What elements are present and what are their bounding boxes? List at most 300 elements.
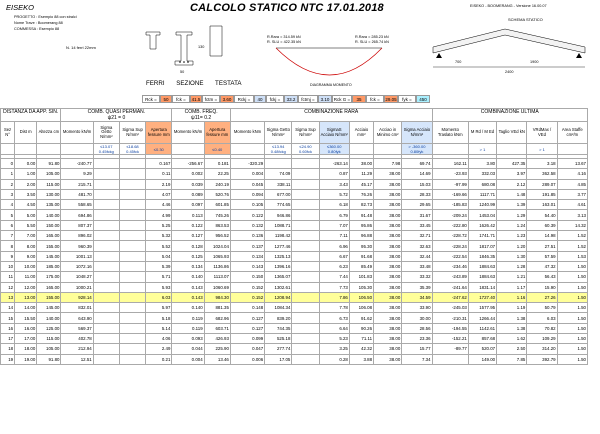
table-cell: 1088.71: [265, 220, 292, 230]
table-cell: 34.59: [402, 292, 432, 302]
table-cell: 2.49: [146, 344, 172, 354]
table-cell: 12.51: [61, 354, 93, 364]
table-cell: 1084.34: [265, 303, 292, 313]
table-cell: 96.88: [349, 231, 373, 241]
table-cell: 91.62: [349, 313, 373, 323]
table-cell: 101.83: [349, 272, 373, 282]
table-cell: 6.96: [319, 241, 349, 251]
table-cell: 155.00: [37, 292, 61, 302]
limit-cell: ≤360.00 0.80fyk: [319, 144, 349, 155]
table-cell: 15.50: [15, 313, 37, 323]
table-cell: 91.80: [37, 159, 61, 169]
table-cell: [119, 220, 145, 230]
table-cell: [93, 282, 119, 292]
table-cell: 5.00: [15, 210, 37, 220]
table-cell: 1.16: [497, 292, 527, 302]
table-cell: 9: [1, 251, 15, 261]
table-cell: 1240.99: [468, 200, 496, 210]
table-cell: 19.00: [15, 354, 37, 364]
table-cell: 896.02: [61, 231, 93, 241]
column-header: Apertura fessure mm: [204, 122, 230, 144]
section-ferri-shape: [146, 32, 160, 49]
table-cell: 13: [1, 292, 15, 302]
table-cell: 332.03: [468, 169, 496, 179]
table-cell: 38.00: [374, 272, 402, 282]
table-cell: 38.00: [374, 231, 402, 241]
table-cell: 0.105: [230, 200, 264, 210]
table-cell: 32.63: [402, 241, 432, 251]
table-cell: [119, 272, 145, 282]
limit-cell: ≤0.40: [204, 144, 230, 155]
table-cell: [119, 282, 145, 292]
table-cell: 7.44: [319, 272, 349, 282]
table-cell: 0.125: [172, 251, 204, 261]
table-row: [1, 272, 588, 282]
column-header: VRdMax / VEd: [527, 122, 557, 144]
table-cell: 9.00: [15, 251, 37, 261]
static-scheme: [425, 23, 595, 83]
table-cell: 105.30: [349, 282, 373, 292]
table-cell: 105.00: [37, 169, 61, 179]
table-cell: 7.86: [319, 292, 349, 302]
table-cell: 3.77: [557, 189, 587, 199]
table-cell: -210.31: [432, 313, 468, 323]
table-cell: [292, 334, 319, 344]
table-cell: 38.00: [374, 179, 402, 189]
param-label: fctm =: [202, 95, 220, 103]
table-cell: 0.006: [230, 354, 264, 364]
table-cell: 1277.46: [265, 241, 292, 251]
table-cell: 1626.42: [468, 220, 496, 230]
table-cell: 57.59: [527, 251, 557, 261]
limit-cell: [37, 144, 61, 155]
group-rara: COMBINAZIONE RARA: [230, 109, 432, 122]
table-cell: [432, 354, 468, 364]
table-row: [1, 241, 588, 251]
table-cell: -256.67: [172, 159, 204, 169]
param-value: 3.10: [318, 95, 332, 103]
table-cell: 1.21: [497, 272, 527, 282]
table-cell: [292, 241, 319, 251]
table-cell: 11.00: [15, 272, 37, 282]
table-cell: 694.86: [61, 210, 93, 220]
limit-cell: [61, 144, 93, 155]
table-cell: 4.16: [557, 169, 587, 179]
table-cell: [93, 241, 119, 251]
table-cell: [119, 200, 145, 210]
table-cell: 45.17: [349, 179, 373, 189]
table-cell: -222.54: [432, 251, 468, 261]
table-cell: 105.00: [37, 344, 61, 354]
table-cell: [93, 261, 119, 271]
table-cell: 0.11: [146, 169, 172, 179]
table-cell: 106.50: [349, 292, 373, 302]
table-cell: 1325.13: [265, 251, 292, 261]
table-cell: 1060.69: [204, 282, 230, 292]
table-cell: 0.150: [230, 272, 264, 282]
table-cell: 17.00: [15, 334, 37, 344]
table-cell: 7: [1, 231, 15, 241]
limits-row: [1, 144, 588, 155]
section-drawings: [140, 14, 230, 78]
table-cell: 928.14: [61, 292, 93, 302]
table-cell: 0.099: [230, 334, 264, 344]
table-cell: 4.85: [557, 179, 587, 189]
table-cell: [292, 159, 319, 169]
table-cell: 28.56: [402, 323, 432, 333]
table-cell: 1.39: [497, 200, 527, 210]
param-label: fyk =: [398, 95, 416, 103]
table-cell: 0.119: [172, 323, 204, 333]
table-cell: 0.167: [146, 159, 172, 169]
table-cell: 3.88: [349, 354, 373, 364]
table-cell: [265, 159, 292, 169]
table-cell: 14.69: [402, 169, 432, 179]
table-cell: 3.25: [319, 344, 349, 354]
table-row: [1, 313, 588, 323]
table-cell: 85.49: [349, 261, 373, 271]
table-cell: -185.83: [432, 200, 468, 210]
table-cell: 19: [1, 354, 15, 364]
table-cell: [93, 251, 119, 261]
table-cell: [119, 334, 145, 344]
table-cell: 1.29: [497, 210, 527, 220]
table-cell: 29.65: [402, 200, 432, 210]
limit-cell: > 1: [468, 144, 496, 155]
table-cell: 7.85: [497, 354, 527, 364]
param-value: 50: [160, 95, 172, 103]
limit-cell: [349, 144, 373, 155]
reaction-right: [355, 35, 389, 45]
table-cell: 6.03: [146, 292, 172, 302]
table-cell: 4: [1, 200, 15, 210]
table-cell: 3.50: [15, 189, 37, 199]
table-cell: 0.127: [172, 231, 204, 241]
column-headers: [1, 122, 588, 144]
table-cell: 0.127: [230, 313, 264, 323]
table-cell: 0.122: [172, 220, 204, 230]
table-cell: 33.32: [402, 272, 432, 282]
table-cell: 0.87: [319, 169, 349, 179]
table-cell: 10.00: [15, 261, 37, 271]
table-cell: 1.50: [557, 313, 587, 323]
table-cell: 76.26: [349, 189, 373, 199]
table-cell: [292, 179, 319, 189]
param-value: 29.05: [385, 97, 397, 102]
page-title: CALCOLO STATICO NTC 17.01.2018: [190, 2, 384, 14]
table-cell: 17: [1, 334, 15, 344]
table-cell: [119, 261, 145, 271]
table-cell: 15: [1, 313, 15, 323]
table-row: [1, 169, 588, 179]
table-cell: 2.19: [146, 179, 172, 189]
table-cell: -234.46: [432, 261, 468, 271]
table-cell: 15.90: [527, 282, 557, 292]
table-cell: -240.77: [61, 159, 93, 169]
moment-curve: [276, 48, 382, 75]
table-cell: 839.20: [265, 313, 292, 323]
table-cell: -228.72: [432, 231, 468, 241]
table-cell: 1817.07: [468, 241, 496, 251]
table-cell: 1396.16: [265, 261, 292, 271]
table-cell: 680.08: [468, 179, 496, 189]
table-cell: 3.43: [319, 179, 349, 189]
table-cell: 130.00: [37, 189, 61, 199]
table-cell: 0.119: [172, 313, 204, 323]
table-cell: 1.52: [557, 241, 587, 251]
table-cell: 863.53: [204, 220, 230, 230]
table-cell: [292, 272, 319, 282]
table-cell: 857.68: [468, 334, 496, 344]
column-header: Momento kN/m: [61, 122, 93, 144]
table-cell: [93, 200, 119, 210]
limit-cell: ≤24.90 0.60fck: [292, 144, 319, 155]
table-cell: 520.76: [204, 189, 230, 199]
table-cell: [93, 231, 119, 241]
table-cell: [93, 313, 119, 323]
table-cell: 1266.44: [468, 313, 496, 323]
table-cell: 402.78: [61, 334, 93, 344]
table-cell: 95.86: [349, 220, 373, 230]
table-cell: 7.11: [319, 231, 349, 241]
table-cell: 4.61: [557, 200, 587, 210]
table-cell: 1.50: [557, 292, 587, 302]
table-cell: [93, 323, 119, 333]
schema-label: SCHEMA STATICO: [508, 17, 543, 22]
table-cell: 6.03: [527, 313, 557, 323]
param-label: fckj =: [266, 95, 284, 103]
table-cell: 38.00: [374, 303, 402, 313]
table-cell: [292, 282, 319, 292]
project-line: PROGETTO : Esempio 88 con stralci: [14, 15, 77, 19]
order-line: COMMESSA : Esempio 88: [14, 27, 60, 32]
beam-name-line: Nome Trave : Boomerang 88: [14, 21, 63, 26]
table-cell: 38.00: [374, 282, 402, 292]
limit-cell: > 1: [527, 144, 557, 155]
dim-130: 130: [198, 45, 205, 49]
table-cell: 5.50: [15, 220, 37, 230]
table-cell: 0.004: [172, 354, 204, 364]
table-cell: 38.00: [374, 261, 402, 271]
table-row: [1, 179, 588, 189]
table-cell: 175.00: [37, 272, 61, 282]
table-cell: 5.52: [146, 241, 172, 251]
column-header: Acciaio mm²: [349, 122, 373, 144]
table-cell: 23.36: [402, 334, 432, 344]
table-cell: 1.50: [557, 272, 587, 282]
table-cell: 69.74: [402, 159, 432, 169]
table-cell: 38.00: [374, 241, 402, 251]
table-cell: -247.62: [432, 292, 468, 302]
group-ult: COMBINAZIONE ULTIMA: [432, 109, 587, 122]
table-cell: 1884.63: [468, 272, 496, 282]
table-cell: 14: [1, 303, 15, 313]
table-cell: 1.30: [497, 251, 527, 261]
scheme-700: 700: [455, 60, 462, 64]
table-cell: 0.002: [172, 169, 204, 179]
column-header: M Rd / M Ed: [468, 122, 496, 144]
table-cell: 0.181: [204, 159, 230, 169]
table-cell: [119, 344, 145, 354]
table-cell: 277.74: [265, 344, 292, 354]
table-cell: 0.039: [172, 179, 204, 189]
table-cell: 27.26: [527, 292, 557, 302]
table-cell: 5.18: [146, 313, 172, 323]
table-cell: 32.44: [402, 251, 432, 261]
table-cell: -263.14: [319, 159, 349, 169]
table-cell: 54.40: [527, 210, 557, 220]
table-cell: 1001.13: [61, 251, 93, 261]
table-cell: 1.50: [557, 303, 587, 313]
table-cell: 1.20: [497, 241, 527, 251]
table-cell: 1.62: [497, 334, 527, 344]
table-cell: 50.79: [527, 303, 557, 313]
table-cell: 0.127: [230, 323, 264, 333]
brand-label: EISEKO: [6, 3, 34, 12]
limit-cell: [1, 144, 15, 155]
table-cell: 38.00: [374, 200, 402, 210]
table-cell: 0.143: [172, 282, 204, 292]
table-row: [1, 220, 588, 230]
table-cell: 0.134: [172, 261, 204, 271]
column-header: Sigma Getto N/mm²: [265, 122, 292, 144]
table-cell: [292, 292, 319, 302]
table-row: [1, 210, 588, 220]
table-cell: 525.18: [265, 334, 292, 344]
table-cell: [93, 159, 119, 169]
table-cell: 1000.21: [61, 282, 93, 292]
table-cell: 6.18: [319, 200, 349, 210]
table-cell: -23.93: [432, 169, 468, 179]
table-cell: [119, 231, 145, 241]
table-cell: 7.78: [319, 303, 349, 313]
table-cell: 0.122: [230, 210, 264, 220]
table-cell: 10: [1, 261, 15, 271]
table-cell: 7.34: [402, 354, 432, 364]
param-value: 33.2: [284, 95, 298, 103]
table-cell: 1846.35: [468, 251, 496, 261]
table-cell: 744.35: [265, 323, 292, 333]
table-cell: 1136.86: [204, 261, 230, 271]
table-cell: 946.86: [265, 210, 292, 220]
table-cell: 2.12: [497, 179, 527, 189]
table-cell: 38.00: [374, 169, 402, 179]
table-cell: 12: [1, 282, 15, 292]
table-cell: 28.33: [402, 189, 432, 199]
table-cell: 4.50: [15, 200, 37, 210]
table-cell: [292, 344, 319, 354]
table-cell: 14.98: [527, 231, 557, 241]
table-cell: -228.24: [432, 241, 468, 251]
table-cell: 1117.71: [468, 189, 496, 199]
table-cell: 240.19: [204, 179, 230, 189]
bars-count: N. 14 ferri 22mm: [66, 45, 96, 50]
table-cell: 6.64: [319, 323, 349, 333]
table-cell: 5.72: [319, 189, 349, 199]
table-cell: 0.089: [172, 189, 204, 199]
section-main-shape: [175, 32, 193, 65]
table-cell: 0.128: [172, 241, 204, 251]
table-cell: [119, 189, 145, 199]
table-cell: [292, 261, 319, 271]
limit-cell: [172, 144, 204, 155]
column-header: Sigma Getto N/mm²: [93, 122, 119, 144]
table-cell: -169.66: [432, 189, 468, 199]
table-cell: -152.21: [432, 334, 468, 344]
column-header: Sigma Acciaio N/mm²: [402, 122, 432, 144]
table-cell: 74.09: [265, 169, 292, 179]
table-cell: 0.148: [230, 303, 264, 313]
table-cell: 1.50: [557, 323, 587, 333]
table-cell: 338.11: [265, 179, 292, 189]
group-dist: DISTANZA DA APP. SIN.: [1, 109, 61, 122]
table-cell: 115.00: [37, 179, 61, 189]
param-label: Rckj =: [234, 95, 254, 103]
table-cell: 1142.61: [468, 323, 496, 333]
table-cell: 392.79: [527, 354, 557, 364]
table-cell: 0.113: [172, 210, 204, 220]
limit-cell: > -360.00 0.80fyk: [402, 144, 432, 155]
table-cell: 8: [1, 241, 15, 251]
table-row: [1, 251, 588, 261]
table-cell: 601.85: [204, 200, 230, 210]
table-cell: 1831.14: [468, 282, 496, 292]
table-cell: [119, 323, 145, 333]
table-cell: 11.29: [349, 169, 373, 179]
results-table: [0, 108, 588, 365]
table-cell: 960.39: [61, 241, 93, 251]
group-qp: COMB. QUASI PERMAN. ψ21 = 0: [61, 109, 172, 122]
table-row: [1, 323, 588, 333]
table-cell: 11: [1, 272, 15, 282]
column-header: Sez N°: [1, 122, 15, 144]
table-cell: 165.00: [37, 231, 61, 241]
table-cell: [119, 210, 145, 220]
table-cell: 5.32: [146, 231, 172, 241]
table-cell: 163.01: [527, 200, 557, 210]
param-label: Rck G =: [333, 97, 351, 102]
table-cell: 7.00: [15, 231, 37, 241]
column-header: Momento kNm: [230, 122, 264, 144]
limit-cell: ≤0.30: [146, 144, 172, 155]
table-cell: 18: [1, 344, 15, 354]
table-cell: 6.67: [319, 251, 349, 261]
table-cell: 14.00: [15, 303, 37, 313]
table-cell: [93, 303, 119, 313]
column-header: Momento Traslato kNm: [432, 122, 468, 144]
table-cell: 3.80: [468, 159, 496, 169]
table-cell: 149.00: [468, 354, 496, 364]
table-cell: [93, 179, 119, 189]
table-cell: 140.00: [37, 313, 61, 323]
table-cell: 90.26: [349, 323, 373, 333]
table-cell: [292, 231, 319, 241]
table-cell: 6.73: [319, 313, 349, 323]
table-cell: 5.39: [146, 261, 172, 271]
table-cell: -97.99: [432, 179, 468, 189]
table-cell: 140.00: [37, 210, 61, 220]
param-value: 450: [416, 95, 430, 103]
table-cell: -222.80: [432, 220, 468, 230]
table-cell: 1.52: [557, 231, 587, 241]
table-cell: 6.23: [319, 261, 349, 271]
column-header: Momento kN/m: [172, 122, 204, 144]
table-cell: [292, 323, 319, 333]
param-label: fck =: [366, 95, 384, 103]
group-freq: COMB. FREQ. ψ11= 0.2: [172, 109, 230, 122]
table-cell: 91.68: [349, 251, 373, 261]
table-cell: 0.045: [230, 179, 264, 189]
